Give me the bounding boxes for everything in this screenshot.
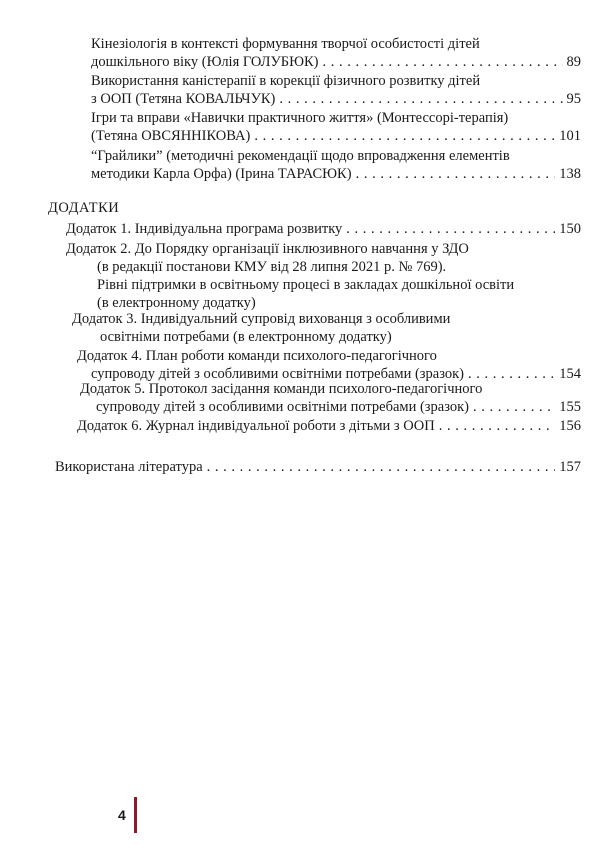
- toc-entry[interactable]: [77, 417, 581, 435]
- accent-bar: [134, 797, 137, 833]
- entry-page-number: 138: [559, 166, 581, 182]
- entry-page-number: 101: [559, 128, 581, 144]
- entry-title-line: “Грайлики” (методичні рекомендації щодо впровадження елементів: [91, 148, 510, 164]
- entry-title-line: Додаток 5. Протокол засідання команди психолого-педагогічного: [80, 381, 483, 397]
- entry-page-number: 155: [559, 399, 581, 415]
- entry-title-line: з ООП (Тетяна КОВАЛЬЧУК): [91, 91, 276, 107]
- entry-title-line: Рівні підтримки в освітньому процесі в закладах дошкільної освіти: [97, 277, 515, 293]
- entry-title-line: методики Карла Орфа) (Ірина ТАРАСЮК): [91, 166, 352, 182]
- entry-title-line: (в редакції постанови КМУ від 28 липня 2021 р. № 769).: [97, 259, 447, 275]
- entry-title-line: (в електронному додатку): [97, 295, 256, 311]
- dot-leader: [322, 53, 562, 71]
- dot-leader: [346, 220, 555, 238]
- entry-title-line: Використана література: [55, 459, 203, 475]
- dot-leader: [207, 458, 556, 476]
- entry-page-number: 156: [559, 418, 581, 434]
- entry-page-number: 150: [559, 221, 581, 237]
- toc-entry[interactable]: [55, 458, 581, 476]
- entry-title-line: освітніми потребами (в електронному додатку): [100, 329, 392, 345]
- entry-title-line: Кінезіологія в контексті формування творчої особистості дітей: [91, 36, 480, 52]
- entry-title-line: супроводу дітей з особливими освітніми потребами (зразок): [96, 399, 469, 415]
- dot-leader: [279, 90, 562, 108]
- entry-title-line: Додаток 6. Журнал індивідуальної роботи з дітьми з ООП: [77, 418, 435, 434]
- entry-page-number: 89: [566, 54, 581, 70]
- page-number: 4: [118, 807, 126, 823]
- entry-page-number: 154: [559, 366, 581, 382]
- entry-page-number: 95: [566, 91, 581, 107]
- entry-title-line: Додаток 4. План роботи команди психолого-педагогічного: [77, 348, 437, 364]
- entry-title-line: Додаток 3. Індивідуальний супровід вихованця з особливими: [72, 311, 451, 327]
- entry-title-line: дошкільного віку (Юлія ГОЛУБЮК): [91, 54, 319, 70]
- toc-entry[interactable]: [72, 310, 581, 346]
- toc-entry[interactable]: [91, 35, 581, 71]
- toc-entry[interactable]: [91, 72, 581, 108]
- appendix-heading: ДОДАТКИ: [48, 200, 120, 216]
- entry-title-line: (Тетяна ОВСЯННІКОВА): [91, 128, 251, 144]
- dot-leader: [356, 165, 556, 183]
- toc-entry[interactable]: [91, 147, 581, 183]
- entry-title-line: супроводу дітей з особливими освітніми потребами (зразок): [91, 366, 464, 382]
- entry-title-line: Ігри та вправи «Навички практичного життя» (Монтессорі-терапія): [91, 110, 509, 126]
- entry-title-line: Додаток 1. Індивідуальна програма розвитку: [66, 221, 343, 237]
- toc-entry[interactable]: [66, 240, 581, 312]
- dot-leader: [473, 398, 555, 416]
- toc-entry[interactable]: [91, 109, 581, 145]
- entry-title-line: Використання каністерапії в корекції фізичного розвитку дітей: [91, 73, 481, 89]
- dot-leader: [254, 127, 555, 145]
- toc-entry[interactable]: [66, 220, 581, 238]
- toc-entry[interactable]: [77, 347, 581, 383]
- dot-leader: [439, 417, 556, 435]
- toc-entry[interactable]: [80, 380, 581, 416]
- entry-title-line: Додаток 2. До Порядку організації інклюзивного навчання у ЗДО: [66, 241, 469, 257]
- entry-page-number: 157: [559, 459, 581, 475]
